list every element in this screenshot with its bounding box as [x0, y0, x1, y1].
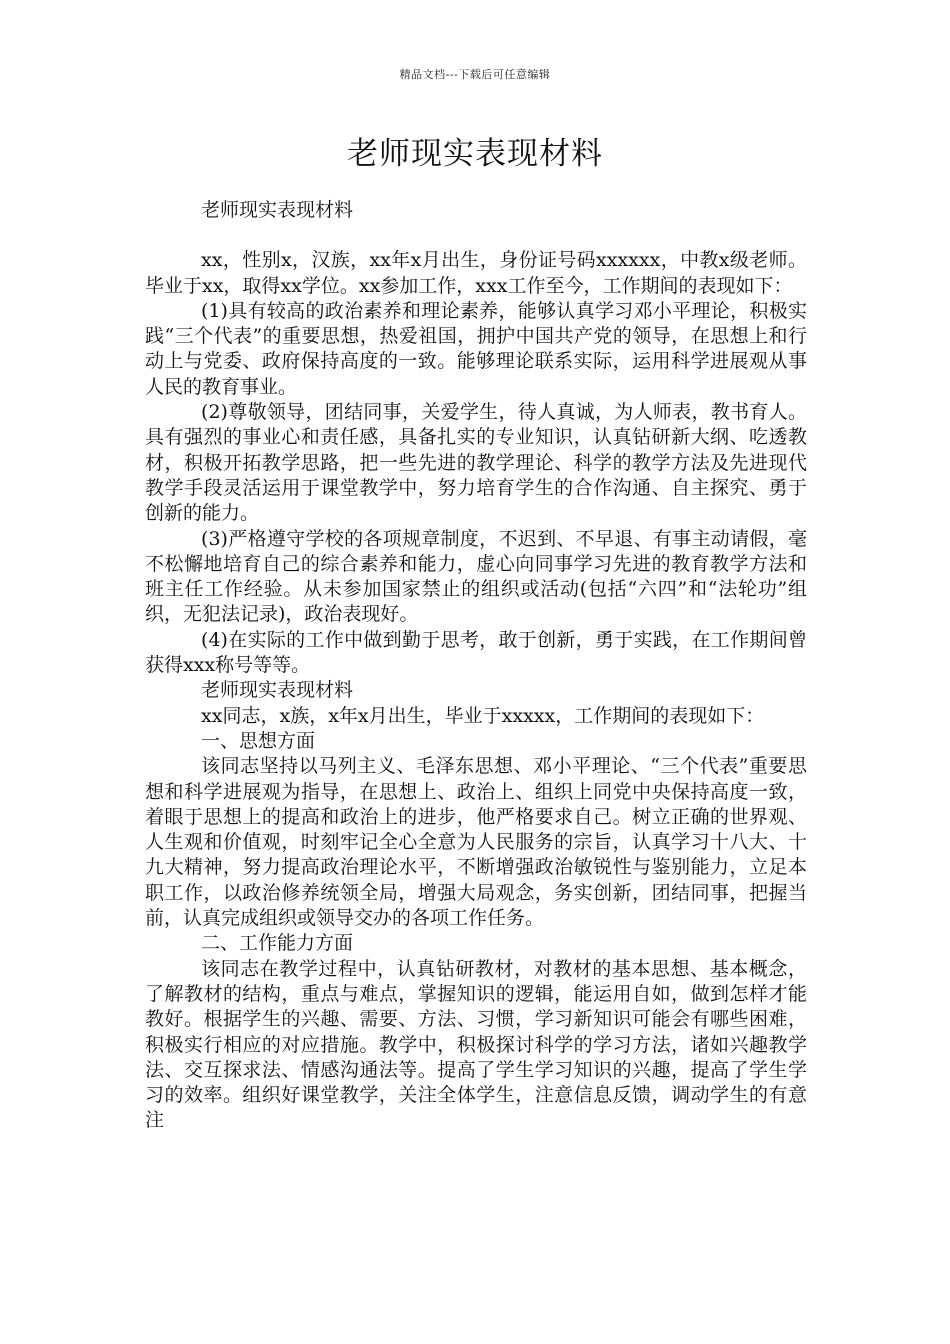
section-heading: 一、思想方面 [201, 729, 316, 752]
paragraph: xx，性别x，汉族，xx年x月出生，身份证号码xxxxxx，中教x级老师。毕业于xx，取得xx学位。xx参加工作，xxx工作至今，工作期间的表现如下： [145, 249, 807, 297]
document-body [145, 198, 807, 1134]
header-note: 精品文档---下载后可任意编辑 [399, 68, 551, 81]
paragraph: (2)尊敬领导，团结同事，关爱学生，待人真诚，为人师表，教书育人。具有强烈的事业心和责任感，具备扎实的专业知识，认真钻研新大纲、吃透教材，积极开拓教学思路，把一些先进的教学理论、科学的教学方法及先进现代教学手段灵活运用于课堂教学中，努力培育学生的合作沟通、自主探究、勇于创新的能力。 [145, 401, 807, 525]
paragraph: (1)具有较高的政治素养和理论素养，能够认真学习邓小平理论，积极实践“三个代表”的重要思想，热爱祖国，拥护中国共产党的领导，在思想上和行动上与党委、政府保持高度的一致。能够理论联系实际，运用科学进展观从事人民的教育事业。 [145, 299, 807, 398]
section-heading: 老师现实表现材料 [201, 199, 354, 221]
paragraph: xx同志，x族，x年x月出生，毕业于xxxxx，工作期间的表现如下： [201, 704, 765, 727]
section-heading: 老师现实表现材料 [201, 679, 354, 702]
document-title: 老师现实表现材料 [347, 136, 603, 172]
paragraph: (4)在实际的工作中做到勤于思考，敢于创新，勇于实践，在工作期间曾获得xxx称号等等。 [145, 628, 807, 677]
paragraph: 该同志在教学过程中，认真钻研教材，对教材的基本思想、基本概念，了解教材的结构，重点与难点，掌握知识的逻辑，能运用自如，做到怎样才能教好。根据学生的兴趣、需要、方法、习惯，学习新知识可能会有哪些困难，积极实行相应的对应措施。教学中，积极探讨科学的学习方法，诸如兴趣教学法、交互探求法、情感沟通法等。提高了学生学习知识的兴趣，提高了学生学习的效率。组织好课堂教学，关注全体学生，注意信息反馈，调动学生的有意注 [145, 957, 807, 1132]
section-heading: 二、工作能力方面 [201, 932, 354, 955]
paragraph: (3)严格遵守学校的各项规章制度，不迟到、不早退、有事主动请假，毫不松懈地培育自己的综合素养和能力，虚心向同事学习先进的教育教学方法和班主任工作经验。从未参加国家禁止的组织或活动(包括“六四”和“法轮功”组织，无犯法记录)，政治表现好。 [145, 527, 807, 626]
paragraph: 该同志坚持以马列主义、毛泽东思想、邓小平理论、“三个代表”重要思想和科学进展观为指导，在思想上、政治上、组织上同党中央保持高度一致，着眼于思想上的提高和政治上的进步，他严格要求自己。树立正确的世界观、人生观和价值观，时刻牢记全心全意为人民服务的宗旨，认真学习十八大、十九大精神，努力提高政治理论水平，不断增强政治敏锐性与鉴别能力，立足本职工作，以政治修养统领全局，增强大局观念，务实创新，团结同事，把握当前，认真完成组织或领导交办的各项工作任务。 [145, 755, 807, 930]
